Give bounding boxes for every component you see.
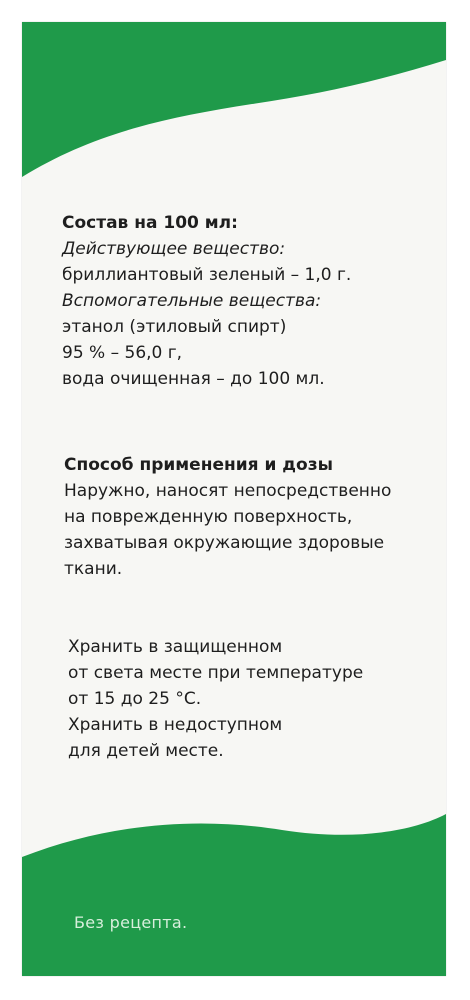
excipient-ethanol: этанол (этиловый спирт) <box>62 317 287 337</box>
bottom-green-wave <box>22 814 446 976</box>
usage-line-3: захватывая окружающие здоровые <box>64 533 385 553</box>
top-green-wave <box>22 22 446 177</box>
active-substance-value: бриллиантовый зеленый – 1,0 г. <box>62 265 352 285</box>
usage-section <box>64 452 391 582</box>
usage-line-2: на поврежденную поверхность, <box>64 507 353 527</box>
excipient-ethanol-amount: 95 % – 56,0 г, <box>62 343 183 363</box>
storage-line-5: для детей месте. <box>68 741 224 761</box>
storage-section <box>68 634 363 764</box>
storage-line-4: Хранить в недоступном <box>68 715 283 735</box>
usage-line-1: Наружно, наносят непосредственно <box>64 481 392 501</box>
storage-line-2: от света месте при температуре <box>68 663 364 683</box>
usage-line-4: ткани. <box>64 559 123 579</box>
excipient-water: вода очищенная – до 100 мл. <box>62 369 325 389</box>
prescription-status: Без рецепта. <box>74 913 188 932</box>
package-side-panel <box>22 22 446 976</box>
storage-line-3: от 15 до 25 °С. <box>68 689 202 709</box>
active-substance-label: Действующее вещество: <box>62 239 286 259</box>
composition-section <box>62 210 351 392</box>
excipients-label: Вспомогательные вещества: <box>62 291 322 311</box>
storage-line-1: Хранить в защищенном <box>68 637 283 657</box>
composition-heading: Состав на 100 мл: <box>62 213 238 233</box>
usage-heading: Способ применения и дозы <box>64 455 333 475</box>
